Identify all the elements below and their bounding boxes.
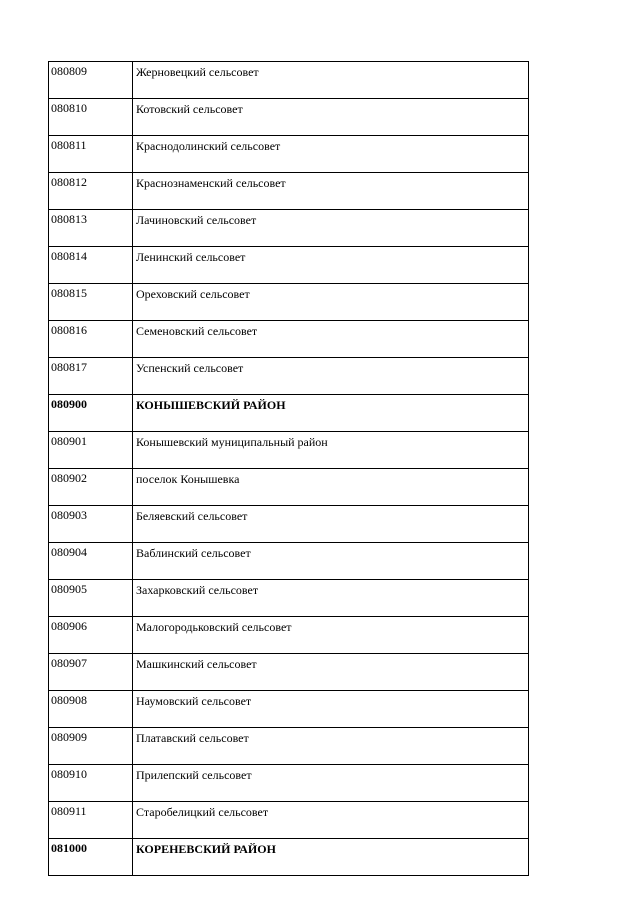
name-cell: Старобелицкий сельсовет [133,802,529,839]
name-cell: поселок Конышевка [133,469,529,506]
code-cell: 080900 [49,395,133,432]
name-cell: Конышевский муниципальный район [133,432,529,469]
table-row [49,654,529,691]
code-cell: 080809 [49,62,133,99]
name-cell: КОНЫШЕВСКИЙ РАЙОН [133,395,529,432]
table-row [49,173,529,210]
name-cell: Машкинский сельсовет [133,654,529,691]
table-row [49,617,529,654]
code-cell: 080911 [49,802,133,839]
name-cell: Захарковский сельсовет [133,580,529,617]
name-cell: Малогородьковский сельсовет [133,617,529,654]
code-cell: 080910 [49,765,133,802]
table-row [49,284,529,321]
code-cell: 080811 [49,136,133,173]
code-cell: 080813 [49,210,133,247]
name-cell: Краснодолинский сельсовет [133,136,529,173]
table-row [49,358,529,395]
name-cell: Наумовский сельсовет [133,691,529,728]
code-cell: 080902 [49,469,133,506]
name-cell: Прилепский сельсовет [133,765,529,802]
code-cell: 080812 [49,173,133,210]
table-row [49,321,529,358]
name-cell: Ореховский сельсовет [133,284,529,321]
table-row-district-header [49,395,529,432]
table-row [49,506,529,543]
table-row [49,765,529,802]
table-row [49,469,529,506]
table-row [49,99,529,136]
name-cell: Котовский сельсовет [133,99,529,136]
code-cell: 080817 [49,358,133,395]
name-cell: Лачиновский сельсовет [133,210,529,247]
table-row [49,62,529,99]
code-cell: 080906 [49,617,133,654]
table-row [49,691,529,728]
table-row [49,136,529,173]
table-row [49,580,529,617]
name-cell: Ленинский сельсовет [133,247,529,284]
code-cell: 080907 [49,654,133,691]
table-row [49,543,529,580]
code-cell: 080904 [49,543,133,580]
table-body [49,62,529,876]
name-cell: Беляевский сельсовет [133,506,529,543]
code-cell: 080814 [49,247,133,284]
code-cell: 080815 [49,284,133,321]
name-cell: КОРЕНЕВСКИЙ РАЙОН [133,839,529,876]
name-cell: Краснознаменский сельсовет [133,173,529,210]
name-cell: Ваблинский сельсовет [133,543,529,580]
name-cell: Платавский сельсовет [133,728,529,765]
name-cell: Жерновецкий сельсовет [133,62,529,99]
code-cell: 080816 [49,321,133,358]
code-cell: 080905 [49,580,133,617]
table-row [49,728,529,765]
code-cell: 080901 [49,432,133,469]
name-cell: Успенский сельсовет [133,358,529,395]
code-cell: 081000 [49,839,133,876]
table-row [49,802,529,839]
table-row-district-header [49,839,529,876]
code-cell: 080909 [49,728,133,765]
territory-code-table [48,61,529,876]
table-row [49,210,529,247]
table-row [49,247,529,284]
table-row [49,432,529,469]
code-cell: 080903 [49,506,133,543]
code-cell: 080908 [49,691,133,728]
code-cell: 080810 [49,99,133,136]
name-cell: Семеновский сельсовет [133,321,529,358]
